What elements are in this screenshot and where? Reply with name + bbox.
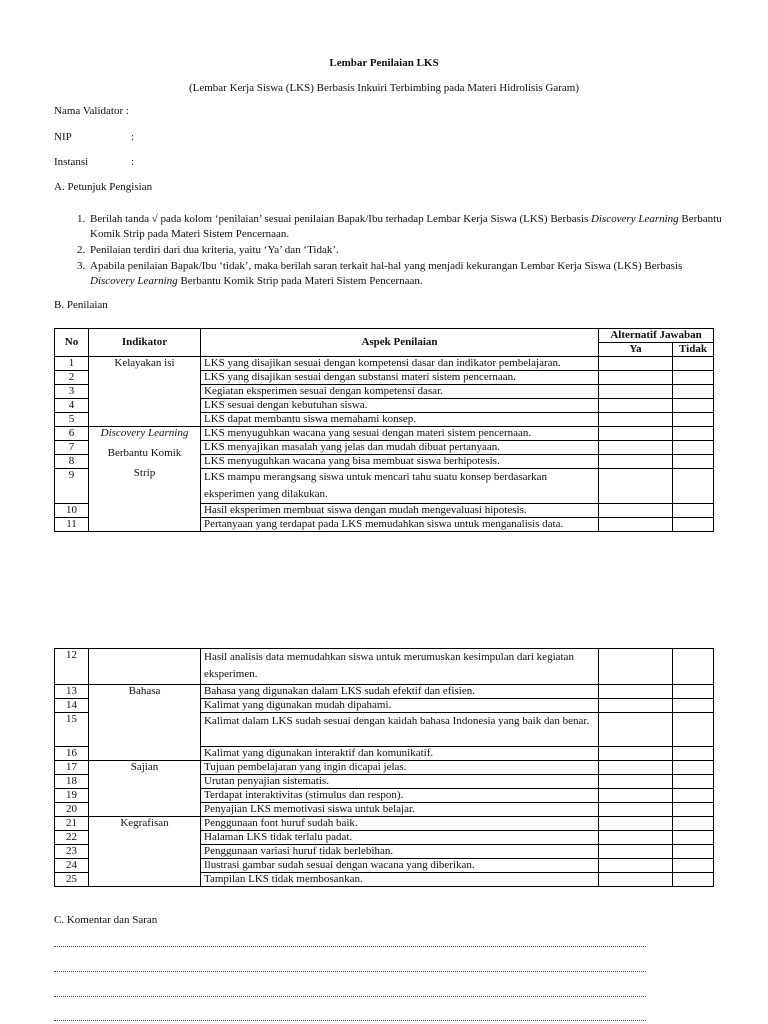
checkbox-tidak[interactable] <box>673 699 714 713</box>
aspect-text: LKS dapat membantu siswa memahami konsep. <box>201 413 599 427</box>
indicator-label: Strip <box>133 467 156 479</box>
table-row <box>55 427 714 441</box>
checkbox-tidak[interactable] <box>673 357 714 371</box>
indicator-blank <box>89 649 201 685</box>
checkbox-tidak[interactable] <box>673 385 714 399</box>
checkbox-ya[interactable] <box>599 371 673 385</box>
checkbox-tidak[interactable] <box>673 427 714 441</box>
checkbox-tidak[interactable] <box>673 518 714 532</box>
row-number: 17 <box>55 761 89 775</box>
aspect-text: Hasil analisis data memudahkan siswa untuk merumuskan kesimpulan dari kegiatan eksperimen. <box>201 649 599 685</box>
instruction-text: Berbantu Komik Strip pada Materi Sistem Pencernaan. <box>90 213 722 240</box>
row-number: 9 <box>55 469 89 504</box>
checkbox-tidak[interactable] <box>673 761 714 775</box>
aspect-text: LKS menyajikan masalah yang jelas dan mudah dibuat pertanyaan. <box>201 441 599 455</box>
field-label: Instansi <box>54 156 89 168</box>
page-title: Lembar Penilaian LKS <box>329 57 439 69</box>
aspect-text: Kegiatan eksperimen sesuai dengan kompetensi dasar. <box>201 385 599 399</box>
aspect-text: Pertanyaan yang terdapat pada LKS memudahkan siswa untuk menganalisis data. <box>201 518 599 532</box>
aspect-text: LKS yang disajikan sesuai dengan kompetensi dasar dan indikator pembelajaran. <box>201 357 599 371</box>
checkbox-ya[interactable] <box>599 357 673 371</box>
row-number: 15 <box>55 713 89 747</box>
aspect-text: Kalimat yang digunakan interaktif dan komunikatif. <box>201 747 599 761</box>
header-ya: Ya <box>599 343 673 357</box>
comment-line[interactable] <box>54 996 646 997</box>
checkbox-ya[interactable] <box>599 469 673 504</box>
instruction-item <box>88 259 728 289</box>
header-alternatif: Alternatif Jawaban <box>599 329 714 343</box>
checkbox-tidak[interactable] <box>673 455 714 469</box>
instruction-item: 2. Penilaian terdiri dari dua kriteria, yaitu ‘Ya’ dan ‘Tidak’. <box>88 243 728 258</box>
aspect-text: Kalimat yang digunakan mudah dipahami. <box>201 699 599 713</box>
checkbox-tidak[interactable] <box>673 845 714 859</box>
aspect-text: LKS mampu merangsang siswa untuk mencari tahu suatu konsep berdasarkan eksperimen yang dilakukan. <box>201 469 599 504</box>
checkbox-ya[interactable] <box>599 761 673 775</box>
aspect-text: Urutan penyajian sistematis. <box>201 775 599 789</box>
aspect-text: Tampilan LKS tidak membosankan. <box>201 873 599 887</box>
row-number: 11 <box>55 518 89 532</box>
checkbox-ya[interactable] <box>599 789 673 803</box>
header-indikator: Indikator <box>89 329 201 357</box>
instruction-text: Apabila penilaian Bapak/Ibu ‘tidak’, maka berilah saran terkait hal-hal yang menjadi kekurangan Lembar Kerja Siswa (LKS) Berbasis <box>90 260 683 272</box>
aspect-text: Hasil eksperimen membuat siswa dengan mudah mengevaluasi hipotesis. <box>201 504 599 518</box>
aspect-text: Tujuan pembelajaran yang ingin dicapai jelas. <box>201 761 599 775</box>
section-b-heading: B. Penilaian <box>54 299 108 311</box>
instruction-item <box>88 212 728 242</box>
row-number: 3 <box>55 385 89 399</box>
row-number: 22 <box>55 831 89 845</box>
instruction-text: Berilah tanda √ pada kolom ‘penilaian’ sesuai penilaian Bapak/Ibu terhadap Lembar Kerja Siswa (LKS) Berbasis <box>90 213 591 225</box>
row-number: 7 <box>55 441 89 455</box>
section-c-heading: C. Komentar dan Saran <box>54 914 158 926</box>
aspect-text: LKS menyuguhkan wacana yang sesuai dengan materi sistem pencernaan. <box>201 427 599 441</box>
comment-line[interactable] <box>54 946 646 947</box>
aspect-text: LKS sesuai dengan kebutuhan siswa. <box>201 399 599 413</box>
checkbox-ya[interactable] <box>599 817 673 831</box>
checkbox-tidak[interactable] <box>673 413 714 427</box>
checkbox-ya[interactable] <box>599 747 673 761</box>
checkbox-ya[interactable] <box>599 845 673 859</box>
checkbox-ya[interactable] <box>599 385 673 399</box>
row-number: 10 <box>55 504 89 518</box>
header-no: No <box>55 329 89 357</box>
indicator-label: Sajian <box>130 761 159 773</box>
header-tidak: Tidak <box>673 343 714 357</box>
checkbox-tidak[interactable] <box>673 859 714 873</box>
indicator-bahasa <box>89 685 201 761</box>
row-number: 13 <box>55 685 89 699</box>
comment-line[interactable] <box>54 1020 646 1021</box>
row-number: 8 <box>55 455 89 469</box>
row-number: 2 <box>55 371 89 385</box>
field-label: Nama Validator : <box>54 105 129 117</box>
indicator-label: Bahasa <box>128 685 161 697</box>
instruction-emphasis: Discovery Learning <box>590 213 679 225</box>
checkbox-ya[interactable] <box>599 427 673 441</box>
section-a-heading: A. Petunjuk Pengisian <box>54 181 153 193</box>
checkbox-ya[interactable] <box>599 399 673 413</box>
row-number: 18 <box>55 775 89 789</box>
checkbox-ya[interactable] <box>599 803 673 817</box>
row-number: 25 <box>55 873 89 887</box>
indicator-label: Kelayakan isi <box>114 357 175 369</box>
field-nip <box>54 130 134 144</box>
instruction-emphasis: Discovery Learning <box>90 275 178 287</box>
aspect-text: Penggunaan variasi huruf tidak berlebihan. <box>201 845 599 859</box>
checkbox-ya[interactable] <box>599 685 673 699</box>
checkbox-tidak[interactable] <box>673 789 714 803</box>
row-number: 16 <box>55 747 89 761</box>
aspect-text: Kalimat dalam LKS sudah sesuai dengan kaidah bahasa Indonesia yang baik dan benar. <box>201 713 599 747</box>
page-subtitle: (Lembar Kerja Siswa (LKS) Berbasis Inkuiri Terbimbing pada Materi Hidrolisis Garam) <box>188 82 580 94</box>
row-number: 20 <box>55 803 89 817</box>
checkbox-tidak[interactable] <box>673 873 714 887</box>
checkbox-ya[interactable] <box>599 441 673 455</box>
checkbox-ya[interactable] <box>599 413 673 427</box>
checkbox-tidak[interactable] <box>673 831 714 845</box>
field-instansi <box>54 155 134 169</box>
checkbox-ya[interactable] <box>599 699 673 713</box>
aspect-text: Penyajian LKS memotivasi siswa untuk belajar. <box>201 803 599 817</box>
header-aspek: Aspek Penilaian <box>201 329 599 357</box>
row-number: 19 <box>55 789 89 803</box>
row-number: 6 <box>55 427 89 441</box>
comment-line[interactable] <box>54 971 646 972</box>
row-number: 24 <box>55 859 89 873</box>
checkbox-tidak[interactable] <box>673 399 714 413</box>
row-number: 21 <box>55 817 89 831</box>
aspect-text: LKS yang disajikan sesuai dengan substansi materi sistem pencernaan. <box>201 371 599 385</box>
checkbox-ya[interactable] <box>599 713 673 747</box>
aspect-text: Bahasa yang digunakan dalam LKS sudah efektif dan efisien. <box>201 685 599 699</box>
checkbox-tidak[interactable] <box>673 649 714 685</box>
checkbox-tidak[interactable] <box>673 441 714 455</box>
row-number: 5 <box>55 413 89 427</box>
indicator-label: Kegrafisan <box>120 817 169 829</box>
assessment-table-part-2 <box>54 648 714 887</box>
checkbox-tidak[interactable] <box>673 713 714 747</box>
indicator-sajian <box>89 761 201 817</box>
aspect-text: Ilustrasi gambar sudah sesuai dengan wacana yang diberikan. <box>201 859 599 873</box>
checkbox-ya[interactable] <box>599 455 673 469</box>
checkbox-ya[interactable] <box>599 859 673 873</box>
aspect-text: LKS menyuguhkan wacana yang bisa membuat siswa berhipotesis. <box>201 455 599 469</box>
indicator-discovery <box>89 427 201 532</box>
row-number: 12 <box>55 649 89 685</box>
instruction-text: Berbantu Komik Strip pada Materi Sistem Pencernaan. <box>177 275 423 287</box>
table-row <box>55 649 714 685</box>
checkbox-tidak[interactable] <box>673 803 714 817</box>
checkbox-ya[interactable] <box>599 504 673 518</box>
instruction-list <box>54 212 728 290</box>
checkbox-tidak[interactable] <box>673 817 714 831</box>
checkbox-ya[interactable] <box>599 873 673 887</box>
indicator-label: Discovery Learning <box>100 427 189 439</box>
table-row <box>55 761 714 775</box>
checkbox-tidak[interactable] <box>673 371 714 385</box>
field-colon: : <box>131 131 135 143</box>
row-number: 4 <box>55 399 89 413</box>
checkbox-ya[interactable] <box>599 775 673 789</box>
field-nama-validator <box>54 104 129 118</box>
field-colon: : <box>131 156 135 168</box>
table-row <box>55 817 714 831</box>
row-number: 23 <box>55 845 89 859</box>
checkbox-ya[interactable] <box>599 831 673 845</box>
checkbox-tidak[interactable] <box>673 469 714 504</box>
indicator-kegrafisan <box>89 817 201 887</box>
checkbox-tidak[interactable] <box>673 504 714 518</box>
assessment-table-part-1 <box>54 328 714 532</box>
checkbox-tidak[interactable] <box>673 775 714 789</box>
table-row <box>55 357 714 371</box>
aspect-text: Penggunaan font huruf sudah baik. <box>201 817 599 831</box>
indicator-kelayakan <box>89 357 201 427</box>
checkbox-tidak[interactable] <box>673 747 714 761</box>
aspect-text: Halaman LKS tidak terlalu padat. <box>201 831 599 845</box>
field-label: NIP <box>54 131 72 143</box>
table-row <box>55 685 714 699</box>
row-number: 1 <box>55 357 89 371</box>
row-number: 14 <box>55 699 89 713</box>
checkbox-ya[interactable] <box>599 649 673 685</box>
aspect-text: Terdapat interaktivitas (stimulus dan respon). <box>201 789 599 803</box>
indicator-label: Berbantu Komik <box>107 447 182 459</box>
checkbox-ya[interactable] <box>599 518 673 532</box>
checkbox-tidak[interactable] <box>673 685 714 699</box>
